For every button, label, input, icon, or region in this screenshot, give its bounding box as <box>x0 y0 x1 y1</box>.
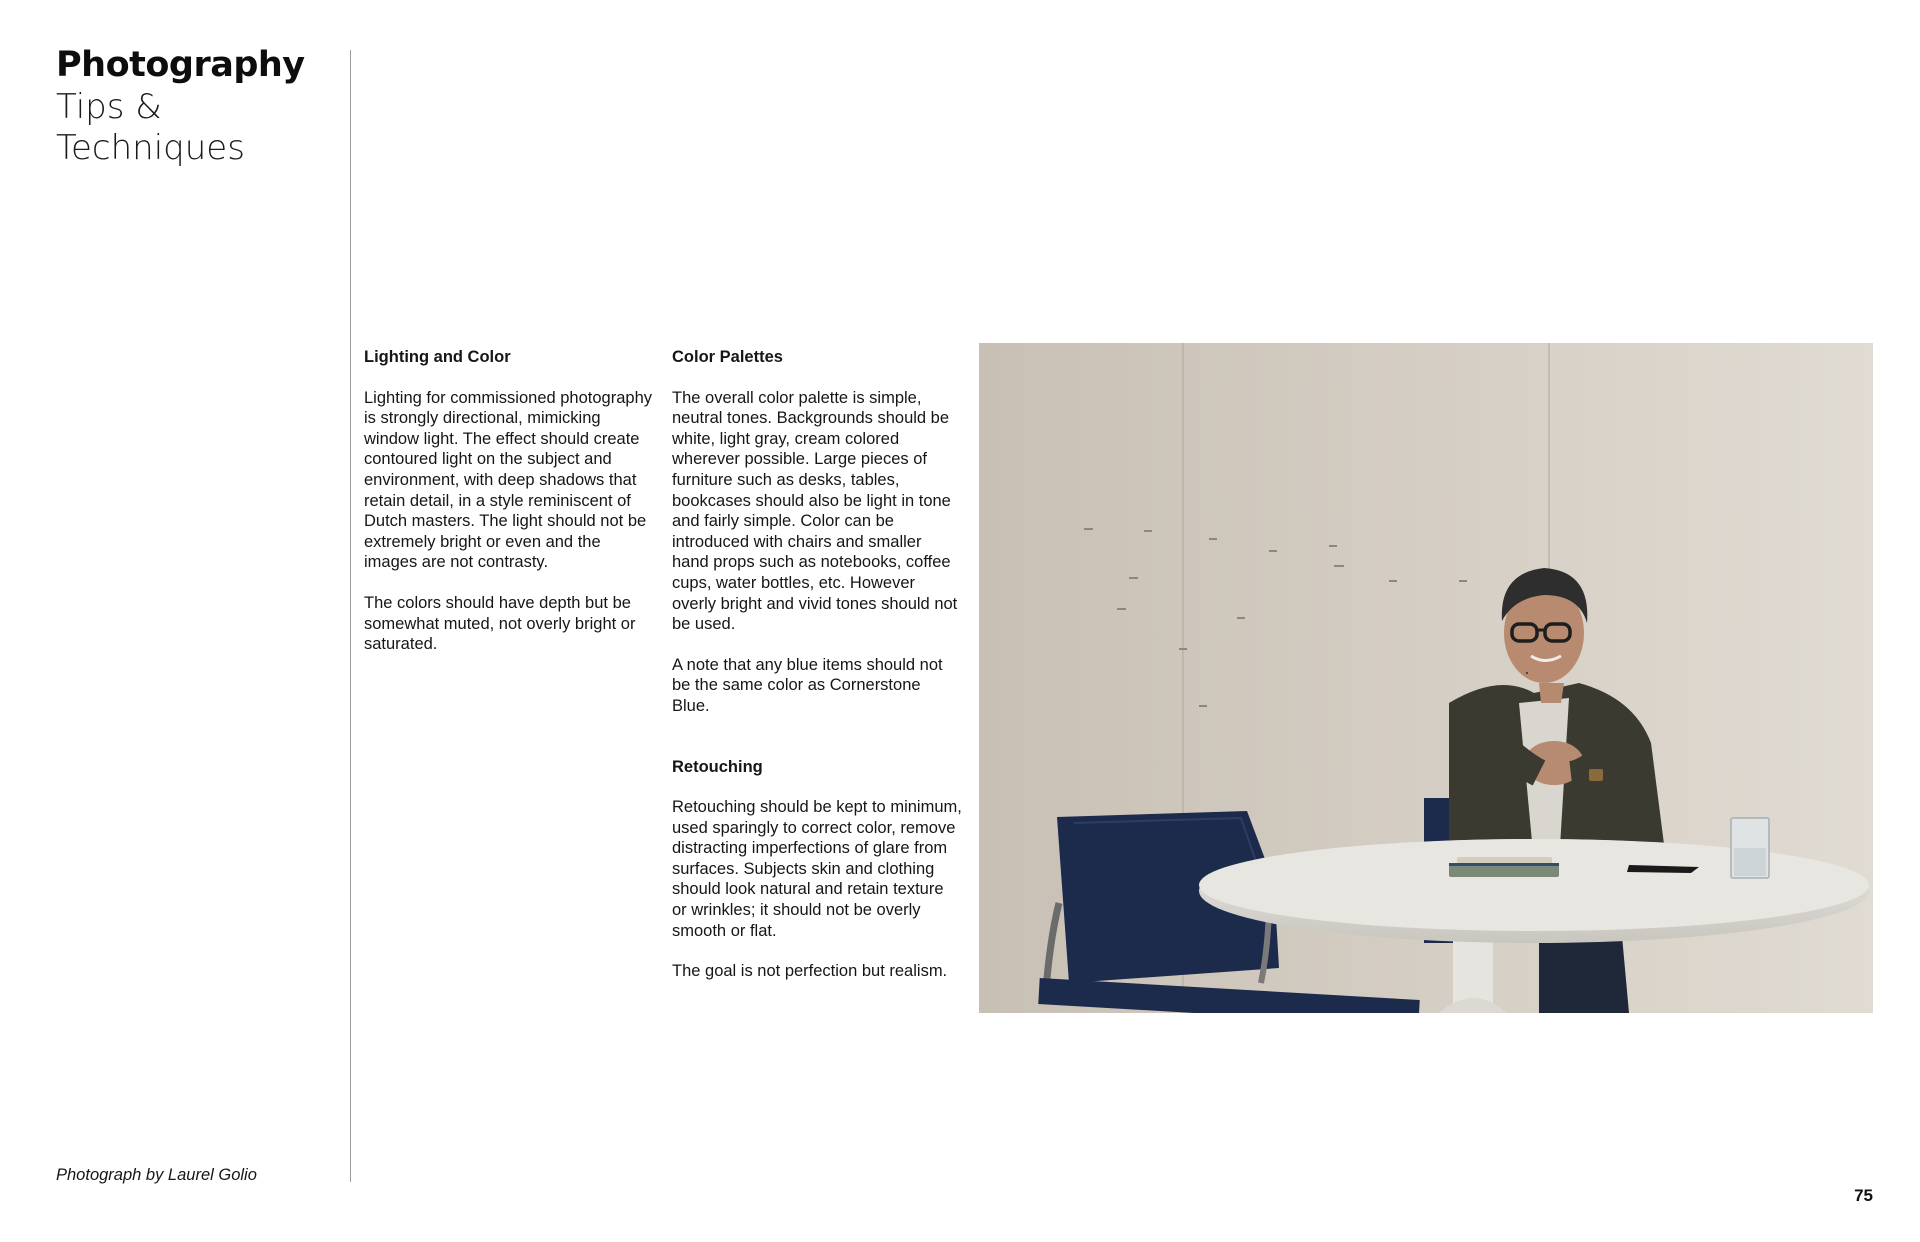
palettes-paragraph: The overall color palette is simple, neutral tones. Backgrounds should be white, light gray, cream colored wherever possible. Large pieces of furniture such as desks, tables, bookcases should also be light in tone and fairly simple. Color can be introduced with chairs and smaller hand props such as notebooks, coffee cups, water bottles, etc. However overly bright and vivid tones should not be used. <box>672 388 958 634</box>
portrait-illustration <box>979 343 1873 1013</box>
vertical-divider <box>350 50 351 1182</box>
portrait-photo <box>979 343 1873 1013</box>
page-number: 75 <box>1854 1186 1873 1205</box>
palettes-column <box>672 347 962 1002</box>
retouching-paragraph: The goal is not perfection but realism. <box>672 962 948 981</box>
retouching-heading: Retouching <box>672 757 763 776</box>
photo-credit: Photograph by Laurel Golio <box>56 1166 257 1184</box>
page-title-block <box>56 44 336 169</box>
retouching-paragraph: Retouching should be kept to minimum, used sparingly to correct color, remove distracting imperfections of glare from surfaces. Subjects skin and clothing should look natural and retain texture or wrinkles; it should not be overly smooth or flat. <box>672 798 962 940</box>
lighting-paragraph: Lighting for commissioned photography is strongly directional, mimicking window light. The effect should create contoured light on the subject and environment, with deep shadows that retain detail, in a style reminiscent of Dutch masters. The light should not be extremely bright or even and the images are not contrasty. <box>364 388 653 572</box>
page-subtitle: Tips & Techniques <box>56 87 245 168</box>
lighting-column <box>364 347 654 675</box>
lighting-heading: Lighting and Color <box>364 348 511 366</box>
page-title: Photography <box>56 45 305 85</box>
palettes-paragraph: A note that any blue items should not be the same color as Cornerstone Blue. <box>672 655 943 715</box>
palettes-heading: Color Palettes <box>672 348 783 366</box>
lighting-paragraph: The colors should have depth but be somewhat muted, not overly bright or saturated. <box>364 593 636 654</box>
